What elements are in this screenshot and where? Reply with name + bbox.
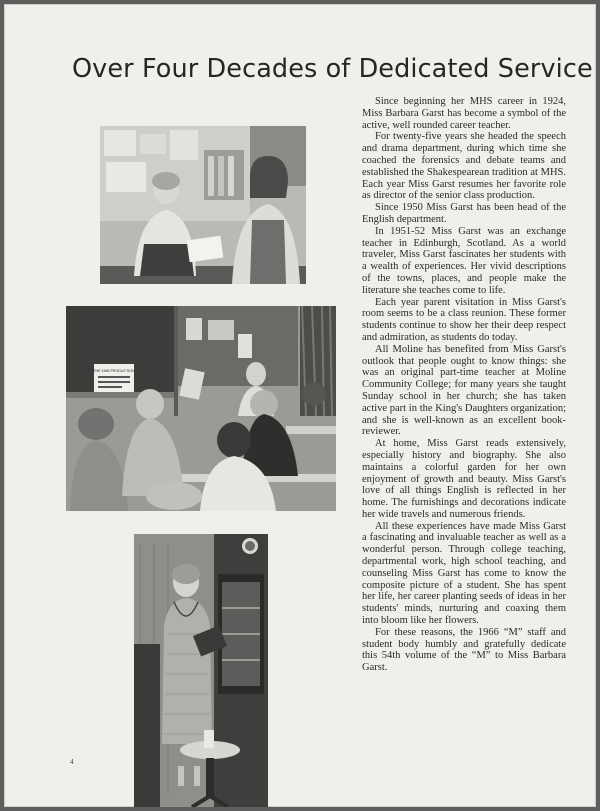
page-number: 4 <box>70 758 74 766</box>
yearbook-page <box>4 4 596 807</box>
article-paragraph: At home, Miss Garst reads extensively, especially history and biography. She also maintains a colorful garden for her own enjoyment of growth and beauty. Miss Garst's love of all things English is reflected in her home. The furnishings and decorations indicate her wide travels and numerous friends. <box>362 438 566 520</box>
article-paragraph: Since beginning her MHS career in 1924, Miss Barbara Garst has become a symbol of the active, well rounded career teacher. <box>362 96 566 131</box>
article-paragraph: All these experiences have made Miss Garst a fascinating and invaluable teacher as well as a wonderful person. Through college teaching, departmental work, high school teaching, and counseling Miss Garst has come to know the composite picture of a student. She has spent her life, her career planting seeds of ideas in her students' minds, nurturing and coaxing them into bloom like her flowers. <box>362 520 566 627</box>
article-paragraph: In 1951-52 Miss Garst was an exchange teacher in Edinburgh, Scotland. As a world traveler, Miss Garst fascinates her students with a wealth of experiences. Her vivid descriptions of the towns, places, and people make the literature she teaches come to life. <box>362 225 566 296</box>
photo-classroom-visitation <box>66 306 336 511</box>
article-body <box>362 96 566 674</box>
article-paragraph: For these reasons, the 1966 “M” staff and student body humbly and gratefully dedicate this 54th volume of the “M” to Miss Barbara Garst. <box>362 626 566 674</box>
page-title: Over Four Decades of Dedicated Service <box>72 54 593 84</box>
article-paragraph: For twenty-five years she headed the speech and drama department, during which time she coached the forensics and debate teams and established the Shakespearean tradition at MHS. Each year Miss Garst resumes her favorite role as director of the senior class production. <box>362 131 566 202</box>
article-paragraph: Each year parent visitation in Miss Garst's room seems to be a class reunion. These former students continue to show her their deep respect and admiration, as students do today. <box>362 296 566 343</box>
photo-garst-with-student <box>100 126 306 284</box>
photo-garst-at-home <box>134 534 268 807</box>
photo-sign-text: THE 1965 PRODUCTION <box>93 369 135 373</box>
article-paragraph: Since 1950 Miss Garst has been head of the English department. <box>362 202 566 225</box>
article-paragraph: All Moline has benefited from Miss Garst's outlook that people ought to know things: she was an original part-time teacher at Moline Community College; for many years she taught Sunday school in her church; she has taken active part in the King's Daughters organization; and she is well-known as an excellent book-reviewer. <box>362 343 566 438</box>
